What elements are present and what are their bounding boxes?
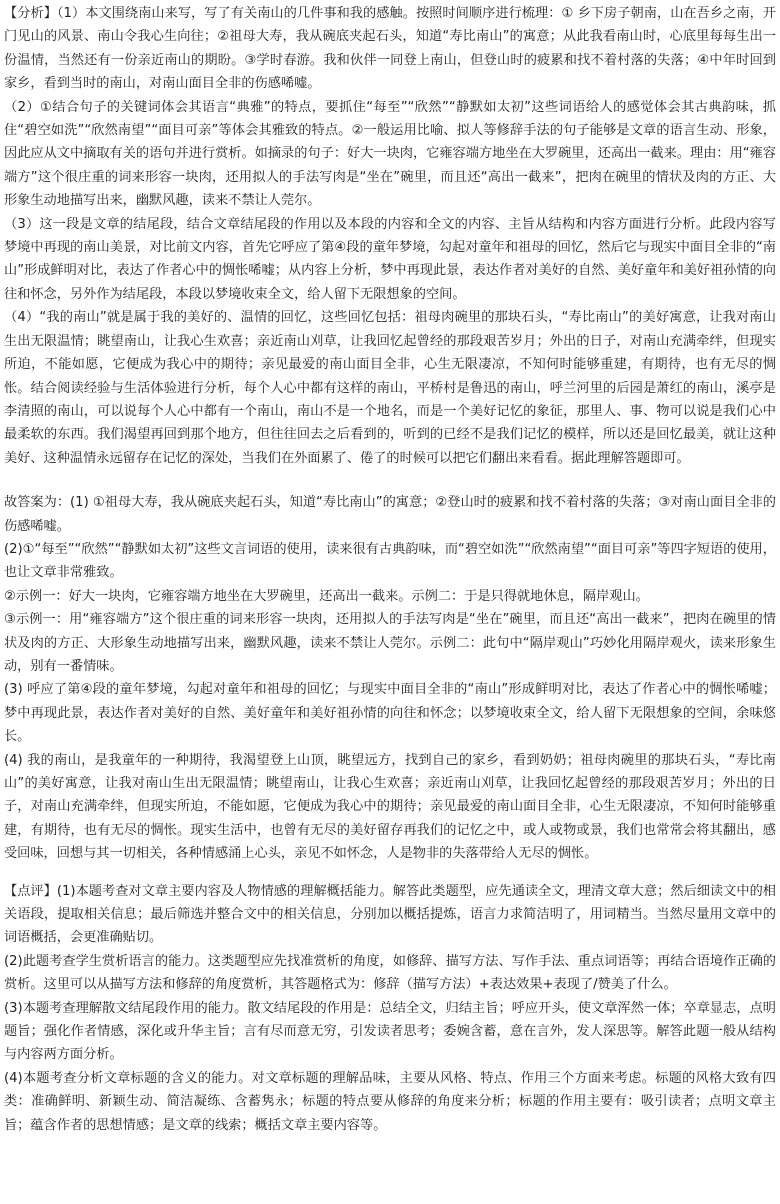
answer-2-part-2: ②示例一：好大一块肉，它雍容端方地坐在大罗碗里，还高出一截来。示例二：于是只得就地休息，隔岸观山。 [4, 588, 649, 604]
comment-section [4, 880, 776, 1137]
answer-2-part-3: ③示例一：用“雍容端方”这个很庄重的词来形容一块肉，还用拟人的手法写肉是“坐在”碗里，而且还“高出一截来”，把肉在碗里的情状及肉的方正、大形象生动地描写出来，幽默风趣，读来不禁让人莞尔。示例二：此句中“隔岸观山”巧妙化用隔岸观火，读来形象生动，别有一番情味。 [4, 612, 776, 674]
answer-2-part-1: (2)①“每至”“欣然”“静默如太初”这些文言词语的使用，读来很有古典韵味，而“碧空如洗”“欣然南望”“面目可亲”等四字短语的使用，也让文章非常雅致。 [4, 541, 776, 581]
analysis-paragraph-3: （3）这一段是文章的结尾段，结合文章结尾段的作用以及本段的内容和全文的内容、主旨从结构和内容方面进行分析。此段内容写梦境中再现的南山美景，对比前文内容，首先它呼应了第④段的童年梦境，勾起对童年和祖母的回忆，然后它与现实中面目全非的“南山”形成鲜明对比，表达了作者心中的惆怅唏嘘；从内容上分析，梦中再现此景，表达作者对美好的自然、美好童年和美好祖孙情的向往和怀念，另外作为结尾段，本段以梦境收束全文，给人留下无限想象的空间。 [4, 216, 776, 302]
analysis-paragraph-1: 【分析】（1）本文围绕南山来写，写了有关南山的几件事和我的感触。按照时间顺序进行梳理：① 乡下房子朝南，山在吾乡之南，开门见山的风景、南山令我心生向往；②祖母大寿，我从碗底夹起石头，知道“寿比南山”的寓意；从此我看南山时，心底里每每生出一份温情，当然还有一份亲近南山的期盼。③学时春游。我和伙伴一同登上南山，但登山时的疲累和找不着村落的失落；④中年时回到家乡，看到当时的南山，对南山面目全非的伤感唏嘘。 [4, 6, 776, 92]
comment-4: (4)本题考查分析文章标题的含义的能力。对文章标题的理解品味，主要从风格、特点、作用三个方面来考虑。标题的风格大致有四类：准确鲜明、新颖生动、简洁凝练、含蓄隽永；标题的特点要从修辞的角度来分析；标题的作用主要有：吸引读者；点明文章主旨；蕴含作者的思想情感；是文章的线索；概括文章主要内容等。 [4, 1070, 776, 1133]
answer-section [4, 491, 776, 866]
answer-4: (4) 我的南山，是我童年的一种期待，我渴望登上山顶，眺望远方，找到自己的家乡，看到奶奶；祖母肉碗里的那块石头，“寿比南山”的美好寓意，让我对南山生出无限温情；眺望南山，让我心生欢喜；亲近南山刈草，让我回忆起曾经的那段艰苦岁月；外出的日子，对南山充满牵绊，但现实所迫，不能如愿，它便成为我心中的期待；亲见最爱的南山面目全非，心生无限凄凉，不知何时能够重建，有期待，也有无尽的惆怅。现实生活中，也曾有无尽的美好留存再我们的记忆之中，或人或物或景，我们也常常会将其翻出，感受回味，回想与其一切相关，各种情感涌上心头，亲见不如怀念，人是物非的失落带给人无尽的惆怅。 [4, 752, 776, 862]
analysis-paragraph-2: （2）①结合句子的关键词体会其语言“典雅”的特点，要抓住“每至”“欣然”“静默如太初”这些词语给人的感觉体会其古典韵味，抓住“碧空如洗”“欣然南望”“面目可亲”等体会其雅致的特点。②一般运用比喻、拟人等修辞手法的句子能够是文章的语言生动、形象，因此应从文中摘取有关的语句并进行赏析。如摘录的句子：好大一块肉，它雍容端方地坐在大罗碗里，还高出一截来。理由：用“雍容端方”这个很庄重的词来形容一块肉，还用拟人的手法写肉是“坐在”碗里，而且还“高出一截来”，把肉在碗里的情状及肉的方正、大形象生动地描写出来，幽默风趣，读来不禁让人莞尔。 [4, 99, 776, 209]
comment-3: (3)本题考查理解散文结尾段作用的能力。散文结尾段的作用是：总结全文，归结主旨；呼应开头，使文章浑然一体；卒章显志，点明题旨；强化作者情感，深化或升华主旨；言有尽而意无穷，引发读者思考；委婉含蓄，意在言外，发人深思等。解答此题一般从结构与内容两方面分析。 [4, 1000, 776, 1063]
analysis-section [4, 2, 776, 470]
section-spacer [4, 866, 776, 880]
answer-3: (3) 呼应了第④段的童年梦境，勾起对童年和祖母的回忆；与现实中面目全非的“南山”形成鲜明对比，表达了作者心中的惆怅唏嘘；梦中再现此景，表达作者对美好的自然、美好童年和美好祖孙情的向往和怀念；以梦境收束全文，给人留下无限想象的空间，余味悠长。 [4, 682, 776, 745]
section-spacer [4, 470, 776, 491]
answer-1: 故答案为：(1) ①祖母大寿，我从碗底夹起石头，知道“寿比南山”的寓意；②登山时的疲累和找不着村落的失落；③对南山面目全非的伤感唏嘘。 [4, 495, 776, 534]
comment-1: 【点评】(1)本题考查对文章主要内容及人物情感的理解概括能力。解答此类题型，应先通读全文，理清文章大意；然后细读文中的相关语段，提取相关信息；最后筛选并整合文中的相关信息，分别加以概括提炼，语言力求简洁明了，用词精当。当然尽量用文章中的词语概括，会更准确贴切。 [4, 883, 776, 946]
comment-2: (2)此题考查学生赏析语言的能力。这类题型应先找准赏析的角度，如修辞、描写方法、写作手法、重点词语等；再结合语境作正确的赏析。这里可以从描写方法和修辞的角度赏析，其答题格式为：修辞（描写方法）+表达效果+表现了/赞美了什么。 [4, 953, 776, 993]
analysis-paragraph-4: （4）“我的南山”就是属于我的美好的、温情的回忆，这些回忆包括：祖母肉碗里的那块石头，“寿比南山”的美好寓意，让我对南山生出无限温情；眺望南山，让我心生欢喜；亲近南山刈草，让我回忆起曾经的那段艰苦岁月；外出的日子，对南山充满牵绊，但现实所迫，不能如愿，它便成为我心中的期待；亲见最爱的南山面目全非，心生无限凄凉，不知何时能够重建，有期待，也有无尽的惆怅。结合阅读经验与生活体验进行分析，每个人心中都有这样的南山，平桥村是鲁迅的南山，呼兰河里的后园是萧红的南山，溪亭是李清照的南山，可以说每个人心中都有一个南山，南山不是一个地名，而是一个美好记忆的象征，那里人、事、物可以说是我们心中最柔软的东西。我们渴望再回到那个地方，但往往回去之后看到的，听到的已经不是我们记忆的模样，所以还是回忆最美，就让这种美好、这种温情永远留存在记忆的深处，当我们在外面累了、倦了的时候可以把它们翻出来看看。据此理解答题即可。 [4, 310, 776, 466]
